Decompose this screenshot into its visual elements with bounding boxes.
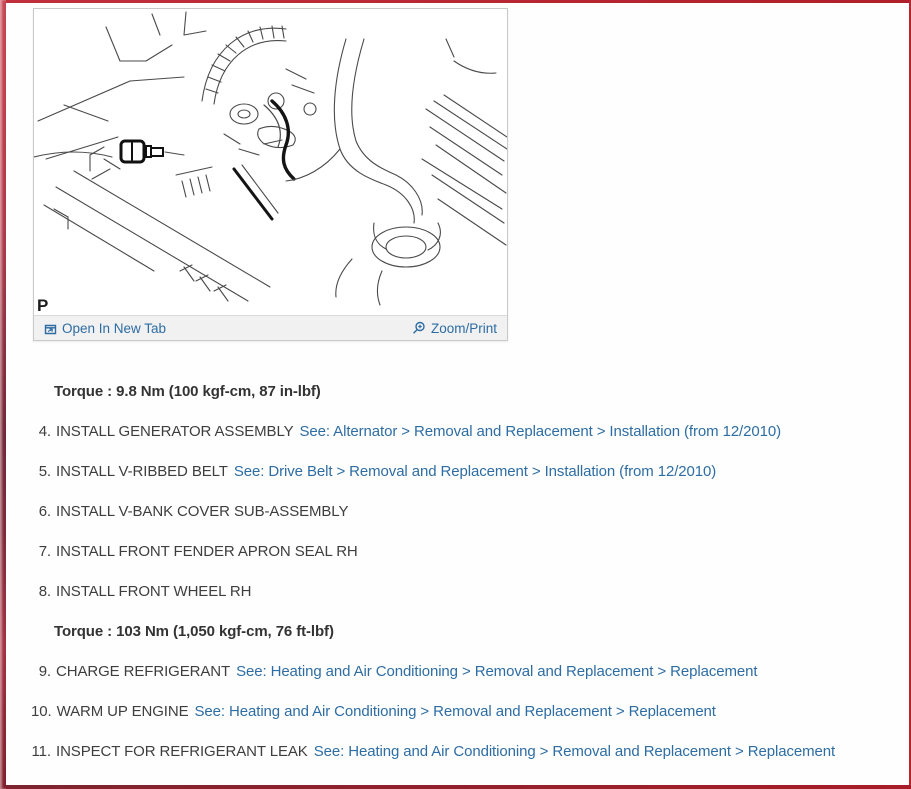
see-reference-link[interactable]: See: Heating and Air Conditioning > Removal and Replacement > Replacement [194,702,716,720]
torque-spec-row [0,611,900,651]
step-label: INSPECT FOR REFRIGERANT LEAK [56,742,308,760]
step-number: 9. [38,662,51,680]
step-number: 8. [38,582,51,600]
see-reference-link[interactable]: See: Alternator > Removal and Replacement > Installation (from 12/2010) [299,422,781,440]
torque-spec-text: Torque : 9.8 Nm (100 kgf-cm, 87 in-lbf) [54,382,321,400]
zoom-print-link[interactable] [412,321,497,336]
step-label: INSTALL V-RIBBED BELT [56,462,228,480]
window-frame-bottom [0,785,911,789]
see-reference-link[interactable]: See: Heating and Air Conditioning > Removal and Replacement > Replacement [313,742,836,760]
see-reference-link[interactable]: See: Heating and Air Conditioning > Removal and Replacement > Replacement [236,662,758,680]
step-row [0,411,900,451]
step-number: 10. [31,702,52,720]
step-label: INSTALL FRONT FENDER APRON SEAL RH [56,542,358,560]
torque-spec-row [0,371,900,411]
step-number: 5. [38,462,51,480]
step-label: CHARGE REFRIGERANT [56,662,231,680]
step-label: INSTALL V-BANK COVER SUB-ASSEMBLY [56,502,349,520]
figure-letter-p: P [37,296,49,315]
open-in-new-tab-label: Open In New Tab [62,320,167,336]
step-label: INSTALL GENERATOR ASSEMBLY [56,422,294,440]
step-row [0,531,900,571]
zoom-print-label: Zoom/Print [430,320,497,336]
see-reference-link[interactable]: See: Drive Belt > Removal and Replacement > Installation (from 12/2010) [233,462,717,480]
step-row [0,731,900,771]
procedure-steps [0,371,900,771]
step-row [0,491,900,531]
step-number: 4. [38,422,51,440]
engine-diagram-card [33,8,508,341]
zoom-magnifier-icon [412,321,426,335]
step-label: WARM UP ENGINE [56,702,189,720]
window-frame-top [0,0,911,3]
engine-diagram-image [34,9,507,316]
step-number: 11. [31,742,51,760]
open-in-new-tab-icon [44,322,57,335]
step-row [0,451,900,491]
step-row [0,691,900,731]
step-number: 7. [38,542,51,560]
torque-spec-text: Torque : 103 Nm (1,050 kgf-cm, 76 ft-lbf) [54,622,334,640]
step-row [0,571,900,611]
figure-toolbar [34,315,507,340]
step-row [0,651,900,691]
step-number: 6. [38,502,51,520]
open-in-new-tab-link[interactable] [44,321,166,336]
step-label: INSTALL FRONT WHEEL RH [56,582,252,600]
